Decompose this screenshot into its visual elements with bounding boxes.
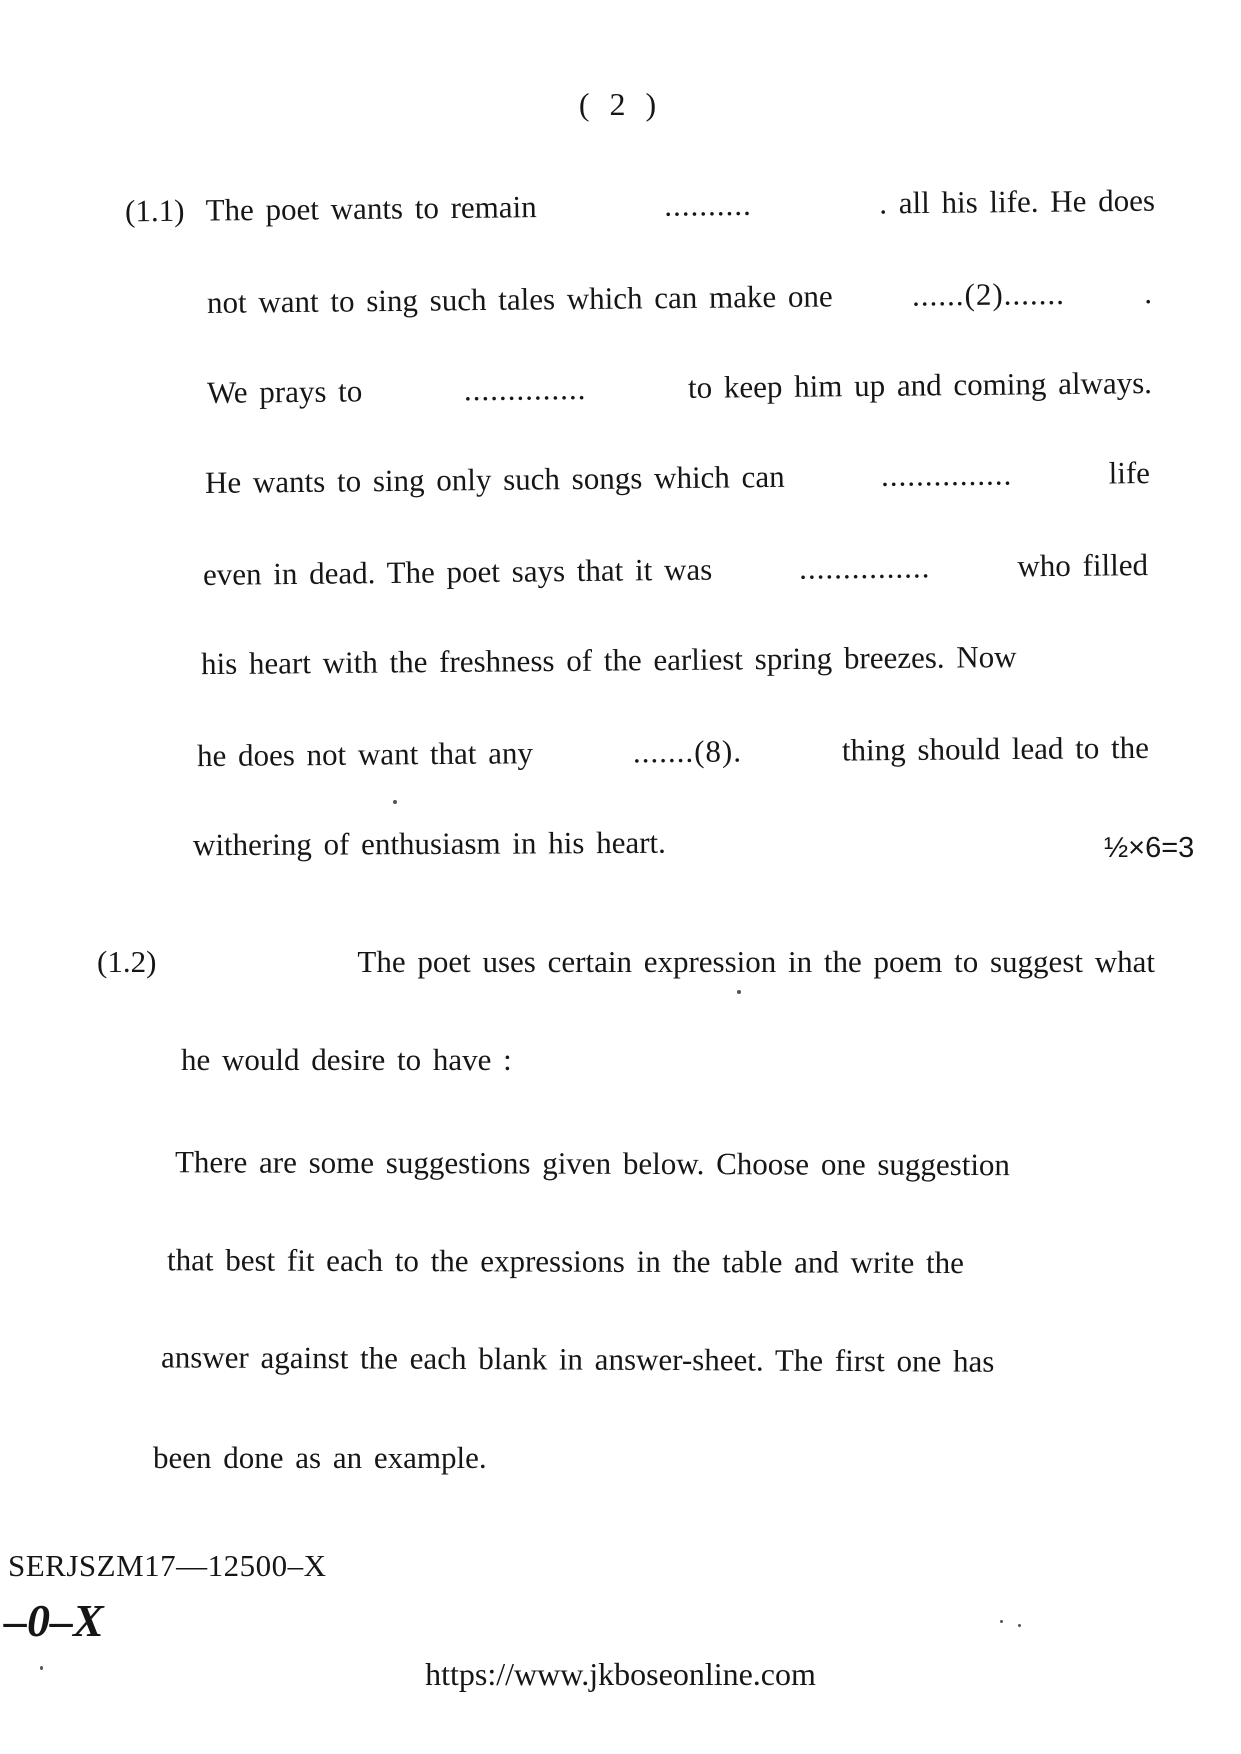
line-text-pre: He wants to sing only such songs which can [204, 458, 785, 500]
source-url: https://www.jkboseonline.com [425, 1656, 816, 1692]
line-text-post: thing should lead to the [841, 729, 1150, 768]
line-text: his heart with the freshness of the earliest spring breezes. Now [200, 639, 1017, 682]
line-text-post: who filled [1017, 547, 1149, 584]
line-text: answer against the each blank in answer-sheet. The first one has [160, 1339, 995, 1379]
marks-allocation: ½×6=3 [1104, 832, 1195, 864]
line-text-post: . [1144, 275, 1153, 311]
line-text-pre: even in dead. The poet says that it was [202, 551, 713, 592]
q1-2-line-1 [97, 942, 1155, 982]
q1-2-line-5 [161, 1337, 1160, 1382]
fill-blank-3: .............. [463, 370, 587, 408]
q1-2-line-2 [181, 1040, 512, 1080]
q1-1-line-2 [207, 273, 1152, 323]
q1-2-line-3 [175, 1142, 1160, 1185]
question-number-1-2: (1.2) [97, 944, 157, 979]
q1-2-line-4 [167, 1240, 1160, 1283]
line-text-pre: The poet wants to remain [205, 189, 537, 228]
question-number-1-1: (1.1) [124, 192, 185, 229]
line-text-post: . all his life. He does [879, 182, 1156, 221]
line-text: been done as an example. [153, 1440, 487, 1475]
fill-blank-2: ......(2)....... [911, 275, 1066, 313]
fill-blank-6: .......(8). [632, 733, 743, 770]
q1-2-line-6 [153, 1438, 487, 1478]
fill-blank-5: ............... [799, 549, 931, 586]
scan-speck [1000, 1620, 1003, 1623]
q1-1-line-1 [125, 181, 1155, 232]
q1-1-line-3 [207, 363, 1152, 413]
q1-1-line-6 [201, 636, 1149, 684]
scan-speck [40, 1666, 43, 1670]
line-text: that best fit each to the expressions in the table and write the [166, 1242, 964, 1281]
line-text: The poet uses certain expression in the poem to suggest what [357, 944, 1155, 979]
scan-speck [737, 990, 741, 994]
line-text-pre: We prays to [206, 373, 363, 410]
scan-speck [1018, 1624, 1021, 1627]
q1-1-line-8 [193, 823, 666, 865]
q1-1-line-7 [197, 728, 1149, 776]
fill-blank-1: .......... [664, 186, 752, 223]
fill-blank-4: ............... [880, 456, 1013, 493]
line-text-post: life [1108, 455, 1151, 491]
line-text: withering of enthusiasm in his heart. [192, 824, 666, 863]
paper-code: SERJSZM17—12500–X [8, 1548, 327, 1583]
line-text: he would desire to have : [181, 1042, 512, 1077]
paper-series: –0–X [4, 1595, 104, 1646]
q1-1-line-5 [203, 545, 1148, 595]
page-number: ( 2 ) [578, 86, 663, 122]
line-text-pre: he does not want that any [196, 735, 534, 774]
line-text-pre: not want to sing such tales which can make one [206, 278, 833, 320]
q1-1-line-4 [205, 453, 1150, 503]
line-text-post: to keep him up and coming always. [687, 365, 1153, 405]
line-text: There are some suggestions given below. Choose one suggestion [174, 1144, 1011, 1183]
scan-speck [393, 800, 397, 804]
